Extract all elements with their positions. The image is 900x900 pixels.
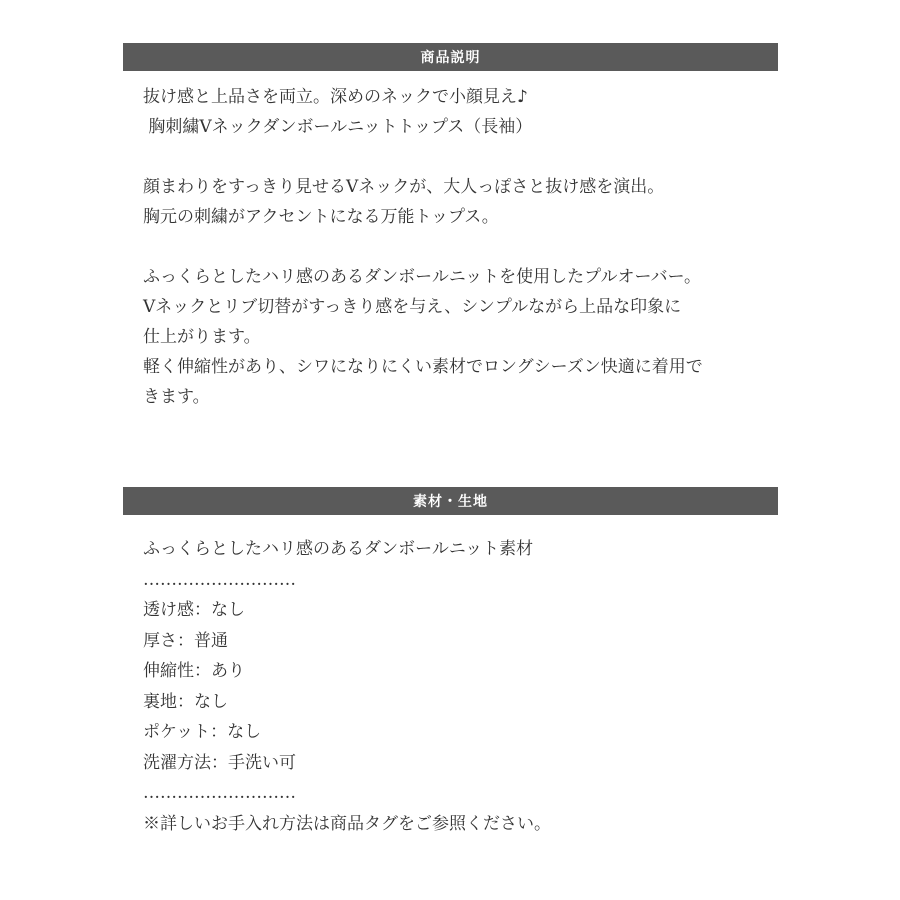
section-title: 商品説明 [420, 50, 481, 66]
description-line: きます。 [143, 387, 210, 407]
material-specs [143, 534, 763, 839]
spec-lining: 裏地：なし [143, 691, 228, 712]
spec-pocket: ポケット：なし [143, 722, 262, 742]
material-summary: ふっくらとしたハリ感のあるダンボールニット素材 [143, 539, 534, 559]
description-line: 軽く伸縮性があり、シワになりにくい素材でロングシーズン快適に着用で [143, 357, 703, 377]
description-text [143, 82, 763, 412]
section-title: 素材・生地 [413, 494, 488, 510]
description-line: 仕上がります。 [143, 327, 261, 347]
description-line: ふっくらとしたハリ感のあるダンボールニットを使用したプルオーバー。 [143, 267, 701, 287]
care-note: ※詳しいお手入れ方法は商品タグをご参照ください。 [143, 813, 551, 834]
section-header-material [123, 487, 778, 515]
description-line: 顔まわりをすっきり見せるVネックが、大人っぽさと抜け感を演出。 [143, 177, 665, 197]
spec-thickness: 厚さ：普通 [143, 630, 228, 651]
spec-washing: 洗濯方法：手洗い可 [143, 752, 296, 773]
section-header-description [123, 43, 778, 71]
blank-line [143, 142, 763, 172]
blank-line [143, 232, 763, 262]
description-line: 胸元の刺繍がアクセントになる万能トップス。 [143, 207, 499, 227]
dotted-divider: ……………………… [143, 783, 296, 803]
description-line: 胸刺繍Vネックダンボールニットトップス（長袖） [143, 117, 533, 137]
spec-transparency: 透け感：なし [143, 600, 245, 620]
description-line: Vネックとリブ切替がすっきり感を与え、シンプルながら上品な印象に [143, 297, 682, 317]
spec-stretch: 伸縮性：あり [143, 661, 245, 681]
description-line: 抜け感と上品さを両立。深めのネックで小顔見え♪ [143, 87, 528, 107]
dotted-divider: ……………………… [143, 569, 296, 590]
